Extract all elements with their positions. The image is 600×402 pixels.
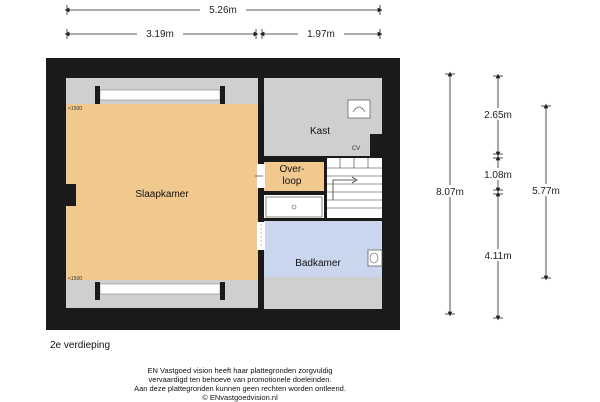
- room-label-bedroom: Slaapkamer: [135, 189, 189, 200]
- disclaimer-line: Aan deze plattegronden kunnen geen rechten worden ontleend.: [134, 384, 346, 393]
- room-label-bathroom: Badkamer: [295, 258, 341, 269]
- dim-total-width-label: 5.26m: [209, 5, 237, 16]
- dimension-height-upper: [476, 76, 520, 154]
- dim-height-lower-label: 4.11m: [484, 251, 512, 262]
- chimney-block: [370, 134, 382, 158]
- dim-height-middle-label: 1.08m: [484, 170, 512, 181]
- ceiling-height-bottom: <1500: [68, 276, 83, 282]
- disclaimer: [40, 366, 440, 402]
- boiler-icon: [348, 100, 370, 118]
- dimension-width-left: [67, 27, 256, 40]
- interior-wall-stair: [324, 156, 327, 220]
- dim-height-right-label: 5.77m: [532, 186, 560, 197]
- roof-window-top: [100, 90, 220, 100]
- dimension-total-width: [67, 3, 380, 16]
- shower-tray: [266, 197, 322, 217]
- dim-width-right-label: 1.97m: [307, 29, 335, 40]
- interior-wall-vertical: [258, 78, 264, 309]
- disclaimer-line: EN Vastgoed vision heeft haar plattegronden zorgvuldig: [147, 366, 333, 375]
- dimension-height-right: [524, 106, 568, 278]
- roof-window-bottom: [100, 284, 220, 294]
- disclaimer-line: © ENvastgoedvision.nl: [202, 393, 278, 402]
- room-label-closet: Kast: [309, 126, 331, 137]
- dimension-total-height: [428, 74, 472, 314]
- dim-total-height-label: 8.07m: [436, 187, 464, 198]
- wall-pier: [66, 184, 76, 206]
- dim-width-left-label: 3.19m: [146, 29, 174, 40]
- room-label-landing-line2: loop: [282, 176, 302, 187]
- interior-wall-closet: [264, 156, 326, 161]
- floor-label: 2e verdieping: [50, 340, 111, 351]
- disclaimer-line: vervaardigd ten behoeve van promotionele doeleinden.: [148, 375, 332, 384]
- dimension-height-middle: [476, 158, 520, 190]
- dim-height-upper-label: 2.65m: [484, 110, 512, 121]
- bathroom-low-ceiling-area: [264, 277, 382, 309]
- interior-wall-landing: [264, 191, 324, 194]
- room-label-cv: CV: [351, 146, 361, 152]
- ceiling-height-top: <1500: [68, 106, 83, 112]
- dimension-height-lower: [476, 194, 520, 318]
- room-label-landing-line1: Over-: [279, 164, 305, 175]
- interior-wall-bath-top: [264, 218, 382, 221]
- dimension-width-right: [262, 27, 380, 40]
